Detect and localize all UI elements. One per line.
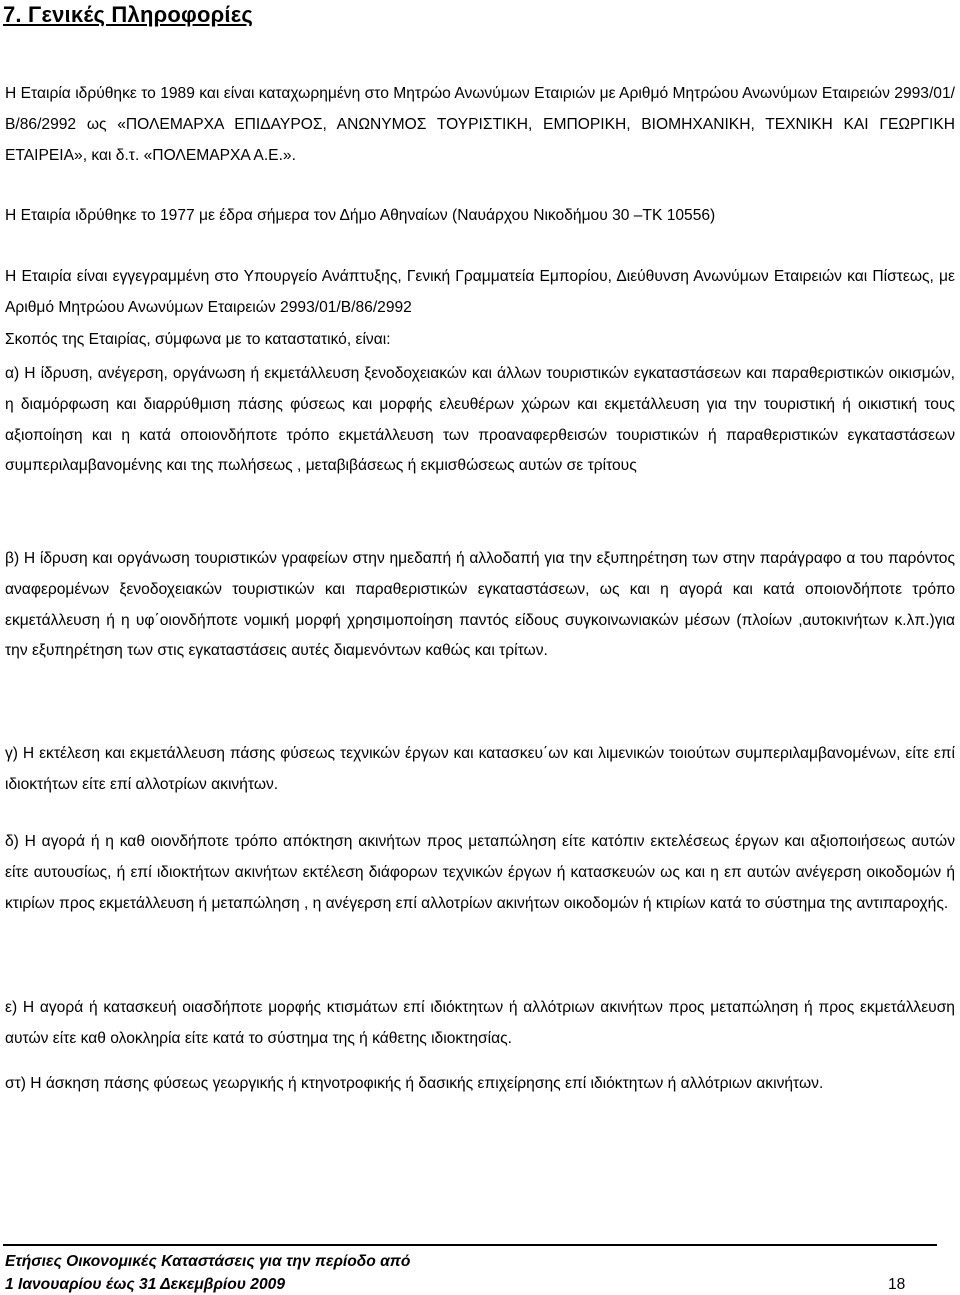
footer-divider: [3, 1244, 937, 1246]
purpose-intro-paragraph: Σκοπός της Εταιρίας, σύμφωνα με το καταστατικό, είναι:: [5, 331, 391, 348]
purpose-item-b: β) Η ίδρυση και οργάνωση τουριστικών γραφείων στην ημεδαπή ή αλλοδαπή για την εξυπηρέτηση των στην παράγραφο α του παρόντος αναφερομένων ξενοδοχειακών τουριστικών και παραθεριστικών εγκαταστάσεων, ως και η αγορά και κατά οποιονδήποτε τρόπο εκμετάλλευση ή η υφ΄οιονδήποτε νομική μορφή χρησιμοποίηση παντός είδους συγκοινωνιακών μέσων (πλοίων ,αυτοκινήτων κ.λπ.)για την εξυπηρέτηση των στις εγκαταστάσεις αυτές διαμενόντων καθώς και τρίτων.: [5, 550, 955, 660]
footer-report-period: 1 Ιανουαρίου έως 31 Δεκεμβρίου 2009: [5, 1276, 285, 1293]
footer-report-title: Ετήσιες Οικονομικές Καταστάσεις για την περίοδο από: [5, 1253, 411, 1270]
registration-paragraph: Η Εταιρία είναι εγγεγραμμένη στο Υπουργείο Ανάπτυξης, Γενική Γραμματεία Εμπορίου, Διεύθυνση Ανωνύμων Εταιρειών και Πίστεως, με Αριθμό Μητρώου Ανωνύμων Εταιρειών 2993/01/Β/86/2992: [5, 268, 955, 316]
page-number: 18: [888, 1276, 906, 1293]
purpose-item-a: α) Η ίδρυση, ανέγερση, οργάνωση ή εκμετάλλευση ξενοδοχειακών και άλλων τουριστικών εγκαταστάσεων και παραθεριστικών οικισμών, η διαμόρφωση και διαρρύθμιση πάσης φύσεως και μορφής ελευθέρων χώρων και εκμετάλλευση για την τουριστική ή οικιστική τους αξιοποίηση και η κατά οποιονδήποτε τρόπο εκμετάλλευση των προαναφερθεισών τουριστικών ή παραθεριστικών εγκαταστάσεων συμπεριλαμβανομένης και της πωλήσεως , μεταβιβάσεως ή εκμισθώσεως αυτών σε τρίτους: [5, 365, 955, 475]
purpose-item-d: δ) Η αγορά ή η καθ οιονδήποτε τρόπο απόκτηση ακινήτων προς μεταπώληση είτε κατόπιν εκτελέσεως έργων και αξιοποιήσεως αυτών είτε αυτουσίως, ή επί ιδιοκτήτων ακινήτων εκτέλεση διάφορων τεχνικών έργων ή κατασκευών ως και η επ αυτών ανέγερση οικοδομών ή κτιρίων προς εκμετάλλευση ή μεταπώληση , η ανέγερση επί αλλοτρίων ακινήτων οικοδομών ή κτιρίων κατά το σύστημα της αντιπαροχής.: [5, 833, 955, 912]
section-title: 7. Γενικές Πληροφορίες: [3, 2, 254, 27]
founded-paragraph: Η Εταιρία ιδρύθηκε το 1977 με έδρα σήμερα τον Δήμο Αθηναίων (Ναυάρχου Νικοδήμου 30 –ΤΚ 10556): [5, 207, 716, 224]
purpose-item-st: στ) Η άσκηση πάσης φύσεως γεωργικής ή κτηνοτροφικής ή δασικής επιχείρησης επί ιδιόκτητων ή αλλότριων ακινήτων.: [5, 1075, 824, 1092]
purpose-item-c: γ) Η εκτέλεση και εκμετάλλευση πάσης φύσεως τεχνικών έργων και κατασκευ΄ων και λιμενικών τοιούτων συμπεριλαμβανομένων, είτε επί ιδιοκτήτων είτε επί αλλοτρίων ακινήτων.: [5, 745, 955, 793]
intro-paragraph: Η Εταιρία ιδρύθηκε το 1989 και είναι καταχωρημένη στο Μητρώο Ανωνύμων Εταιριών με Αριθμό Μητρώου Ανωνύμων Εταιρειών 2993/01/Β/86/2992 ως «ΠΟΛΕΜΑΡΧΑ ΕΠΙΔΑΥΡΟΣ, ΑΝΩΝΥΜΟΣ ΤΟΥΡΙΣΤΙΚΗ, ΕΜΠΟΡΙΚΗ, ΒΙΟΜΗΧΑΝΙΚΗ, ΤΕΧΝΙΚΗ ΚΑΙ ΓΕΩΡΓΙΚΗ ΕΤΑΙΡΕΙΑ», και δ.τ. «ΠΟΛΕΜΑΡΧΑ Α.Ε.».: [5, 85, 955, 164]
purpose-item-e: ε) Η αγορά ή κατασκευή οιασδήποτε μορφής κτισμάτων επί ιδιόκτητων ή αλλότριων ακινήτων προς μεταπώληση ή προς εκμετάλλευση αυτών είτε καθ ολοκληρία είτε κατά το σύστημα της ή κάθετης ιδιοκτησίας.: [5, 999, 955, 1047]
